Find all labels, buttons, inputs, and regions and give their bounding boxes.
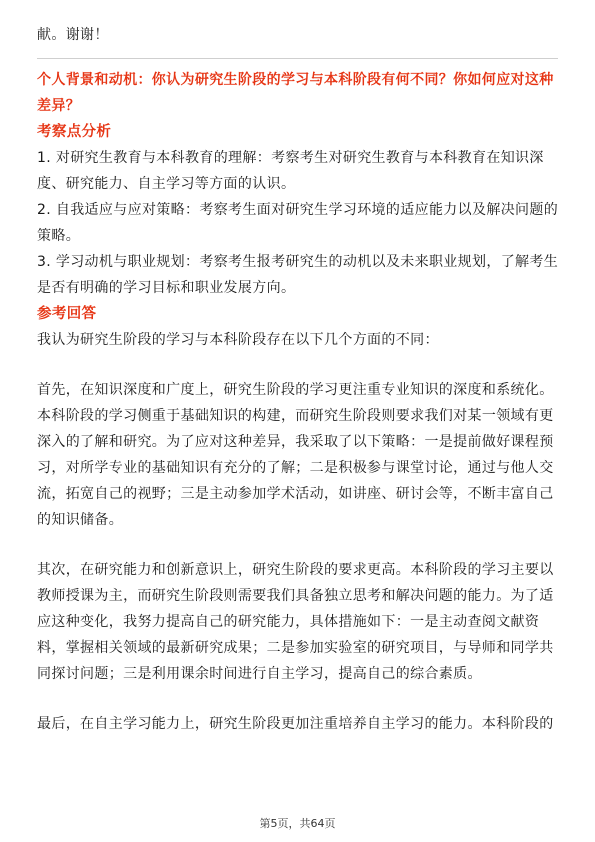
paragraph-gap — [37, 353, 558, 377]
paragraph-line: 流，拓宽自己的视野；三是主动参加学术活动，如讲座、研讨会等，不断丰富自己 — [37, 486, 554, 502]
analysis-line: 2. 自我适应与应对策略：考察考生面对研究生学习环境的适应能力以及解决问题的 — [37, 202, 559, 218]
section-divider — [37, 58, 558, 59]
question-block — [37, 67, 558, 119]
document-page — [37, 22, 558, 737]
paragraph-line: 同探讨问题；三是利用课余时间进行自主学习，提高自己的综合素质。 — [37, 666, 482, 682]
paragraph-line: 其次，在研究能力和创新意识上，研究生阶段的要求更高。本科阶段的学习主要以 — [37, 562, 554, 578]
paragraph-line: 最后，在自主学习能力上，研究生阶段更加注重培养自主学习的能力。本科阶段的 — [37, 716, 554, 732]
paragraph-line: 料，掌握相关领域的最新研究成果；二是参加实验室的研究项目，与导师和同学共 — [37, 640, 554, 656]
previous-answer-tail: 献。谢谢！ — [37, 27, 109, 43]
paragraph-line: 应这种变化，我努力提高自己的研究能力，具体措施如下：一是主动查阅文献资 — [37, 614, 540, 630]
paragraph-line: 教师授课为主，而研究生阶段则需要我们具备独立思考和解决问题的能力。为了适 — [37, 588, 554, 604]
paragraph-gap — [37, 533, 558, 557]
answer-paragraph-3 — [37, 711, 558, 737]
page-number: 第5页，共64页 — [259, 817, 336, 830]
answer-heading: 参考回答 — [37, 306, 97, 322]
paragraph-gap — [37, 687, 558, 711]
analysis-list — [37, 145, 558, 301]
analysis-line: 策略。 — [37, 228, 81, 244]
paragraph-line: 本科阶段的学习侧重于基础知识的构建，而研究生阶段则要求我们对某一领域有更 — [37, 408, 554, 424]
question-line: 差异？ — [37, 98, 81, 114]
analysis-line: 3. 学习动机与职业规划：考察考生报考研究生的动机以及未来职业规划，了解考生 — [37, 254, 559, 270]
analysis-heading: 考察点分析 — [37, 124, 112, 140]
answer-paragraph-2 — [37, 557, 558, 687]
paragraph-line: 首先，在知识深度和广度上，研究生阶段的学习更注重专业知识的深度和系统化。 — [37, 382, 554, 398]
analysis-line: 1. 对研究生教育与本科教育的理解：考察考生对研究生教育与本科教育在知识深 — [37, 150, 544, 166]
paragraph-line: 的知识储备。 — [37, 512, 124, 528]
analysis-line: 是否有明确的学习目标和职业发展方向。 — [37, 280, 296, 296]
answer-intro: 我认为研究生阶段的学习与本科阶段存在以下几个方面的不同： — [37, 332, 439, 348]
paragraph-line: 深入的了解和研究。为了应对这种差异，我采取了以下策略：一是提前做好课程预 — [37, 434, 554, 450]
question-line: 个人背景和动机：你认为研究生阶段的学习与本科阶段有何不同？你如何应对这种 — [37, 72, 554, 88]
paragraph-line: 习，对所学专业的基础知识有充分的了解；二是积极参与课堂讨论，通过与他人交 — [37, 460, 554, 476]
analysis-line: 度、研究能力、自主学习等方面的认识。 — [37, 176, 296, 192]
answer-paragraph-1 — [37, 377, 558, 533]
